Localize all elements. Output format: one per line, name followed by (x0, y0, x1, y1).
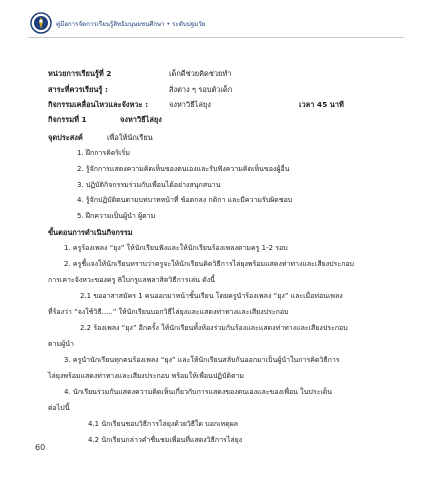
procedure-line: 4.1 นักเรียนชอบวิธีการไล่ยุงด้วยวิธีใด บอกเหตุผล (88, 420, 239, 428)
objective-item: 2. รู้จักการแสดงความคิดเห็นของตนเองและรับฟังความคิดเห็นของผู้อื่น (77, 165, 290, 173)
activity1-value: จงหาวิธีไล่ยุง (120, 115, 162, 124)
topic-label: สาระที่ควรเรียนรู้ : (48, 85, 108, 94)
topic-value: สิ่งต่าง ๆ รอบตัวเด็ก (169, 85, 233, 94)
procedure-heading: ขั้นตอนการดำเนินกิจกรรม (48, 228, 133, 237)
header-title (56, 19, 205, 29)
procedure-line: 2. ครูชี้แจงให้นักเรียนทราบว่าครูจะให้นักเรียนคิดวิธีการไล่ยุงพร้อมแสดงท่าทางและเสียงประกอบ (64, 260, 354, 268)
header-divider (28, 37, 404, 38)
objectives-intro: เพื่อให้นักเรียน (107, 133, 153, 142)
procedure-line: 3. ครูนำนักเรียนทุกคนร้องเพลง “ยุง” และให้นักเรียนสลับกันออกมาเป็นผู้นำในการคิดวิธีการ (64, 356, 340, 364)
procedure-line: 2.2 ร้องเพลง “ยุง” อีกครั้ง ให้นักเรียนทั้งห้องร่วมกันร้องและแสดงท่าทางและเสียงประกอบ (80, 324, 348, 332)
unit-value: เด็กดีช่วยคิดช่วยทำ (169, 69, 232, 78)
header-title-main: คู่มือการจัดการเรียนรู้สิทธิมนุษยชนศึกษา (56, 21, 165, 28)
procedure-line: 4. นักเรียนร่วมกันแสดงความคิดเห็นเกี่ยวกับการแสดงของตนเองและของเพื่อน ในประเด็น (64, 388, 333, 396)
activity-label: กิจกรรมเคลื่อนไหวและจังหวะ : (48, 100, 149, 109)
procedure-line: 4.2 นักเรียนกล่าวคำชื่นชมเพื่อนที่แสดงวิธีการไล่ยุง (88, 436, 243, 444)
time-label: เวลา 45 นาที (299, 100, 344, 109)
page-header (0, 0, 427, 38)
unit-label: หน่วยการเรียนรู้ที่ 2 (48, 69, 112, 78)
activity-value: จงหาวิธีไล่ยุง (169, 100, 211, 109)
procedure-line: ต่อไปนี้ (48, 404, 70, 412)
procedure-line: ที่ร้องว่า “จงใช้วิธี.....” ให้นักเรียนบอกวิธีไล่ยุงและแสดงท่าทางและเสียงประกอบ (48, 308, 289, 316)
procedure-line: 2.1 ขออาสาสมัคร 1 คนออกมาหน้าชั้นเรียน โดยครูนำร้องเพลง “ยุง” และเมื่อท่อนเพลง (80, 292, 343, 300)
objective-item: 1. ฝึกการคิดริเริ่ม (77, 149, 130, 157)
emblem-logo-icon (30, 12, 52, 34)
activity1-label: กิจกรรมที่ 1 (48, 115, 87, 124)
objectives-heading: จุดประสงค์ (48, 133, 83, 142)
objective-item: 3. ปฏิบัติกิจกรรมร่วมกับเพื่อนได้อย่างสนุกสนาน (77, 181, 221, 189)
procedure-line: ไล่ยุงพร้อมแสดงท่าทางและเสียงประกอบ พร้อมให้เพื่อนปฏิบัติตาม (48, 372, 245, 380)
procedure-line: การเคาะจังหวะของครู 8ใบกรูแลพลาสิตวิธีการเล่น ดังนี้ (48, 276, 215, 284)
objective-item: 5. ฝึกความเป็นผู้นำ ผู้ตาม (77, 212, 156, 220)
procedure-line: 1. ครูร้องเพลง “ยุง” ให้นักเรียนฟังและให้นักเรียนร้องเพลงตามครู 1-2 รอบ (64, 244, 288, 252)
page-number: 60 (35, 443, 46, 452)
objective-item: 4. รู้จักปฏิบัติตนตามบทบาทหน้าที่ ข้อตกลง กติกา และมีความรับผิดชอบ (77, 196, 293, 204)
procedure-line: ตามผู้นำ (48, 340, 74, 348)
header-title-sub: • ระดับปฐมวัย (164, 21, 206, 28)
